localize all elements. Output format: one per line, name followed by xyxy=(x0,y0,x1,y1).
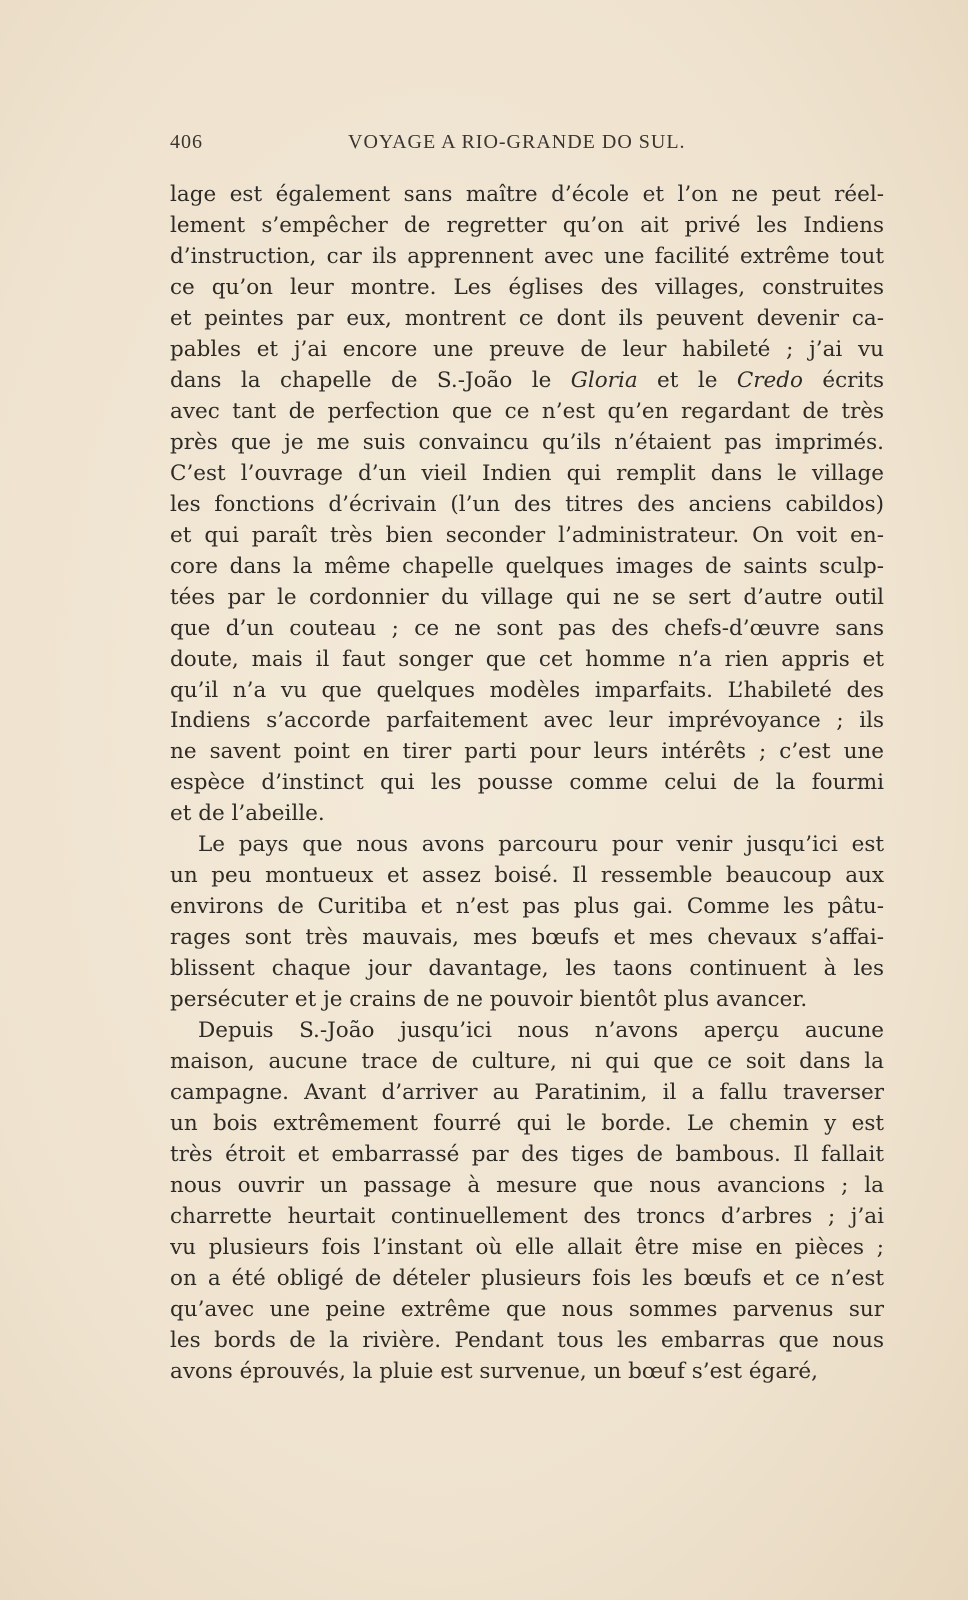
text-segment: tées par le cordonnier du village qui ne se sert d’autre outil xyxy=(170,584,884,610)
text-segment: qu’il n’a vu que quelques modèles imparfaits. L’habileté des xyxy=(170,677,884,703)
text-line xyxy=(170,830,884,861)
text-line xyxy=(170,1078,884,1109)
text-segment: les fonctions d’écrivain (l’un des titres des anciens cabildos) xyxy=(170,491,884,517)
text-line xyxy=(170,614,884,645)
text-line xyxy=(170,1016,884,1047)
text-line xyxy=(170,706,884,737)
body-text xyxy=(170,180,884,1388)
text-line xyxy=(170,1264,884,1295)
text-segment: un bois extrêmement fourré qui le borde. Le chemin y est xyxy=(170,1111,884,1137)
text-line xyxy=(170,397,884,428)
text-segment: doute, mais il faut songer que cet homme n’a rien appris et xyxy=(170,646,884,672)
text-segment: dans la chapelle de S.-João le xyxy=(170,367,571,393)
text-segment: charrette heurtait continuellement des troncs d’arbres ; j’ai xyxy=(170,1203,884,1229)
text-line xyxy=(170,490,884,521)
text-line xyxy=(170,428,884,459)
text-line xyxy=(170,304,884,335)
text-line xyxy=(170,954,884,985)
text-line xyxy=(170,583,884,614)
text-line xyxy=(170,985,884,1016)
text-segment: espèce d’instinct qui les pousse comme celui de la fourmi xyxy=(170,770,884,796)
text-line xyxy=(170,335,884,366)
text-segment: que d’un couteau ; ce ne sont pas des chefs-d’œuvre sans xyxy=(170,615,884,641)
text-segment: qu’avec une peine extrême que nous sommes parvenus sur xyxy=(170,1296,884,1322)
text-segment: pables et j’ai encore une preuve de leur habileté ; j’ai vu xyxy=(170,336,884,362)
text-line xyxy=(170,861,884,892)
text-line xyxy=(170,366,884,397)
text-line xyxy=(170,242,884,273)
italic-title: Gloria xyxy=(570,367,638,393)
text-segment: les bords de la rivière. Pendant tous les embarras que nous xyxy=(170,1327,884,1353)
text-line xyxy=(170,459,884,490)
text-line xyxy=(170,521,884,552)
text-segment: d’instruction, car ils apprennent avec une facilité extrême tout xyxy=(170,243,884,269)
text-line xyxy=(170,892,884,923)
text-segment: campagne. Avant d’arriver au Paratinim, il a fallu traverser xyxy=(170,1080,884,1106)
text-segment: nous ouvrir un passage à mesure que nous avancions ; la xyxy=(170,1173,884,1198)
text-segment: et qui paraît très bien seconder l’administrateur. On voit en- xyxy=(170,522,884,548)
running-title: VOYAGE A RIO-GRANDE DO SUL. xyxy=(348,131,686,153)
text-segment: et de l’abeille. xyxy=(170,801,325,827)
text-segment: Indiens s’accorde parfaitement avec leur imprévoyance ; ils xyxy=(170,708,884,734)
text-segment: avons éprouvés, la pluie est survenue, un bœuf s’est égaré, xyxy=(170,1358,818,1384)
text-line xyxy=(170,273,884,304)
text-segment: lage est également sans maître d’école et l’on ne peut réel- xyxy=(170,182,884,207)
text-segment: et peintes par eux, montrent ce dont ils peuvent devenir ca- xyxy=(170,305,884,331)
text-line xyxy=(170,1109,884,1140)
text-segment: persécuter et je crains de ne pouvoir bientôt plus avancer. xyxy=(170,987,808,1013)
text-line xyxy=(170,676,884,707)
text-line xyxy=(170,1202,884,1233)
text-segment: environs de Curitiba et n’est pas plus gai. Comme les pâtu- xyxy=(170,894,884,920)
text-segment: blissent chaque jour davantage, les taons continuent à les xyxy=(170,956,884,982)
paragraph xyxy=(170,1016,884,1388)
text-line xyxy=(170,180,884,211)
text-line xyxy=(170,1326,884,1357)
text-line xyxy=(170,552,884,583)
text-line xyxy=(170,645,884,676)
text-line xyxy=(170,1357,884,1388)
text-segment: vu plusieurs fois l’instant où elle allait être mise en pièces ; xyxy=(170,1234,884,1260)
text-segment: on a été obligé de dételer plusieurs fois les bœufs et ce n’est xyxy=(170,1265,884,1291)
text-line xyxy=(170,1140,884,1171)
text-segment: Le pays que nous avons parcouru pour venir jusqu’ici est xyxy=(198,832,884,858)
text-segment: ce qu’on leur montre. Les églises des villages, construites xyxy=(170,274,884,300)
text-segment: près que je me suis convaincu qu’ils n’étaient pas imprimés. xyxy=(170,429,884,455)
text-line xyxy=(170,1295,884,1326)
text-segment: maison, aucune trace de culture, ni qui que ce soit dans la xyxy=(170,1049,884,1075)
text-segment: C’est l’ouvrage d’un vieil Indien qui remplit dans le village xyxy=(170,460,884,486)
text-segment: Depuis S.-João jusqu’ici nous n’avons aperçu aucune xyxy=(198,1018,884,1044)
text-line xyxy=(170,211,884,242)
page-number: 406 xyxy=(170,131,203,153)
text-line xyxy=(170,1171,884,1202)
text-line xyxy=(170,1233,884,1264)
text-segment: rages sont très mauvais, mes bœufs et mes chevaux s’affai- xyxy=(170,925,884,951)
text-segment: ne savent point en tirer parti pour leurs intérêts ; c’est une xyxy=(170,739,884,765)
text-line xyxy=(170,737,884,768)
text-segment: écrits xyxy=(803,367,884,393)
text-line xyxy=(170,923,884,954)
text-segment: core dans la même chapelle quelques images de saints sculp- xyxy=(170,553,884,579)
text-line xyxy=(170,799,884,830)
text-segment: très étroit et embarrassé par des tiges de bambous. Il fallait xyxy=(170,1142,884,1168)
text-segment: et le xyxy=(637,367,737,393)
text-segment: un peu montueux et assez boisé. Il ressemble beaucoup aux xyxy=(170,863,884,889)
paragraph xyxy=(170,180,884,830)
paragraph xyxy=(170,830,884,1016)
italic-title: Credo xyxy=(736,367,803,393)
text-segment: avec tant de perfection que ce n’est qu’en regardant de très xyxy=(170,398,884,424)
text-line xyxy=(170,1047,884,1078)
page-header xyxy=(170,131,884,161)
text-line xyxy=(170,768,884,799)
text-segment: lement s’empêcher de regretter qu’on ait privé les Indiens xyxy=(170,212,884,238)
